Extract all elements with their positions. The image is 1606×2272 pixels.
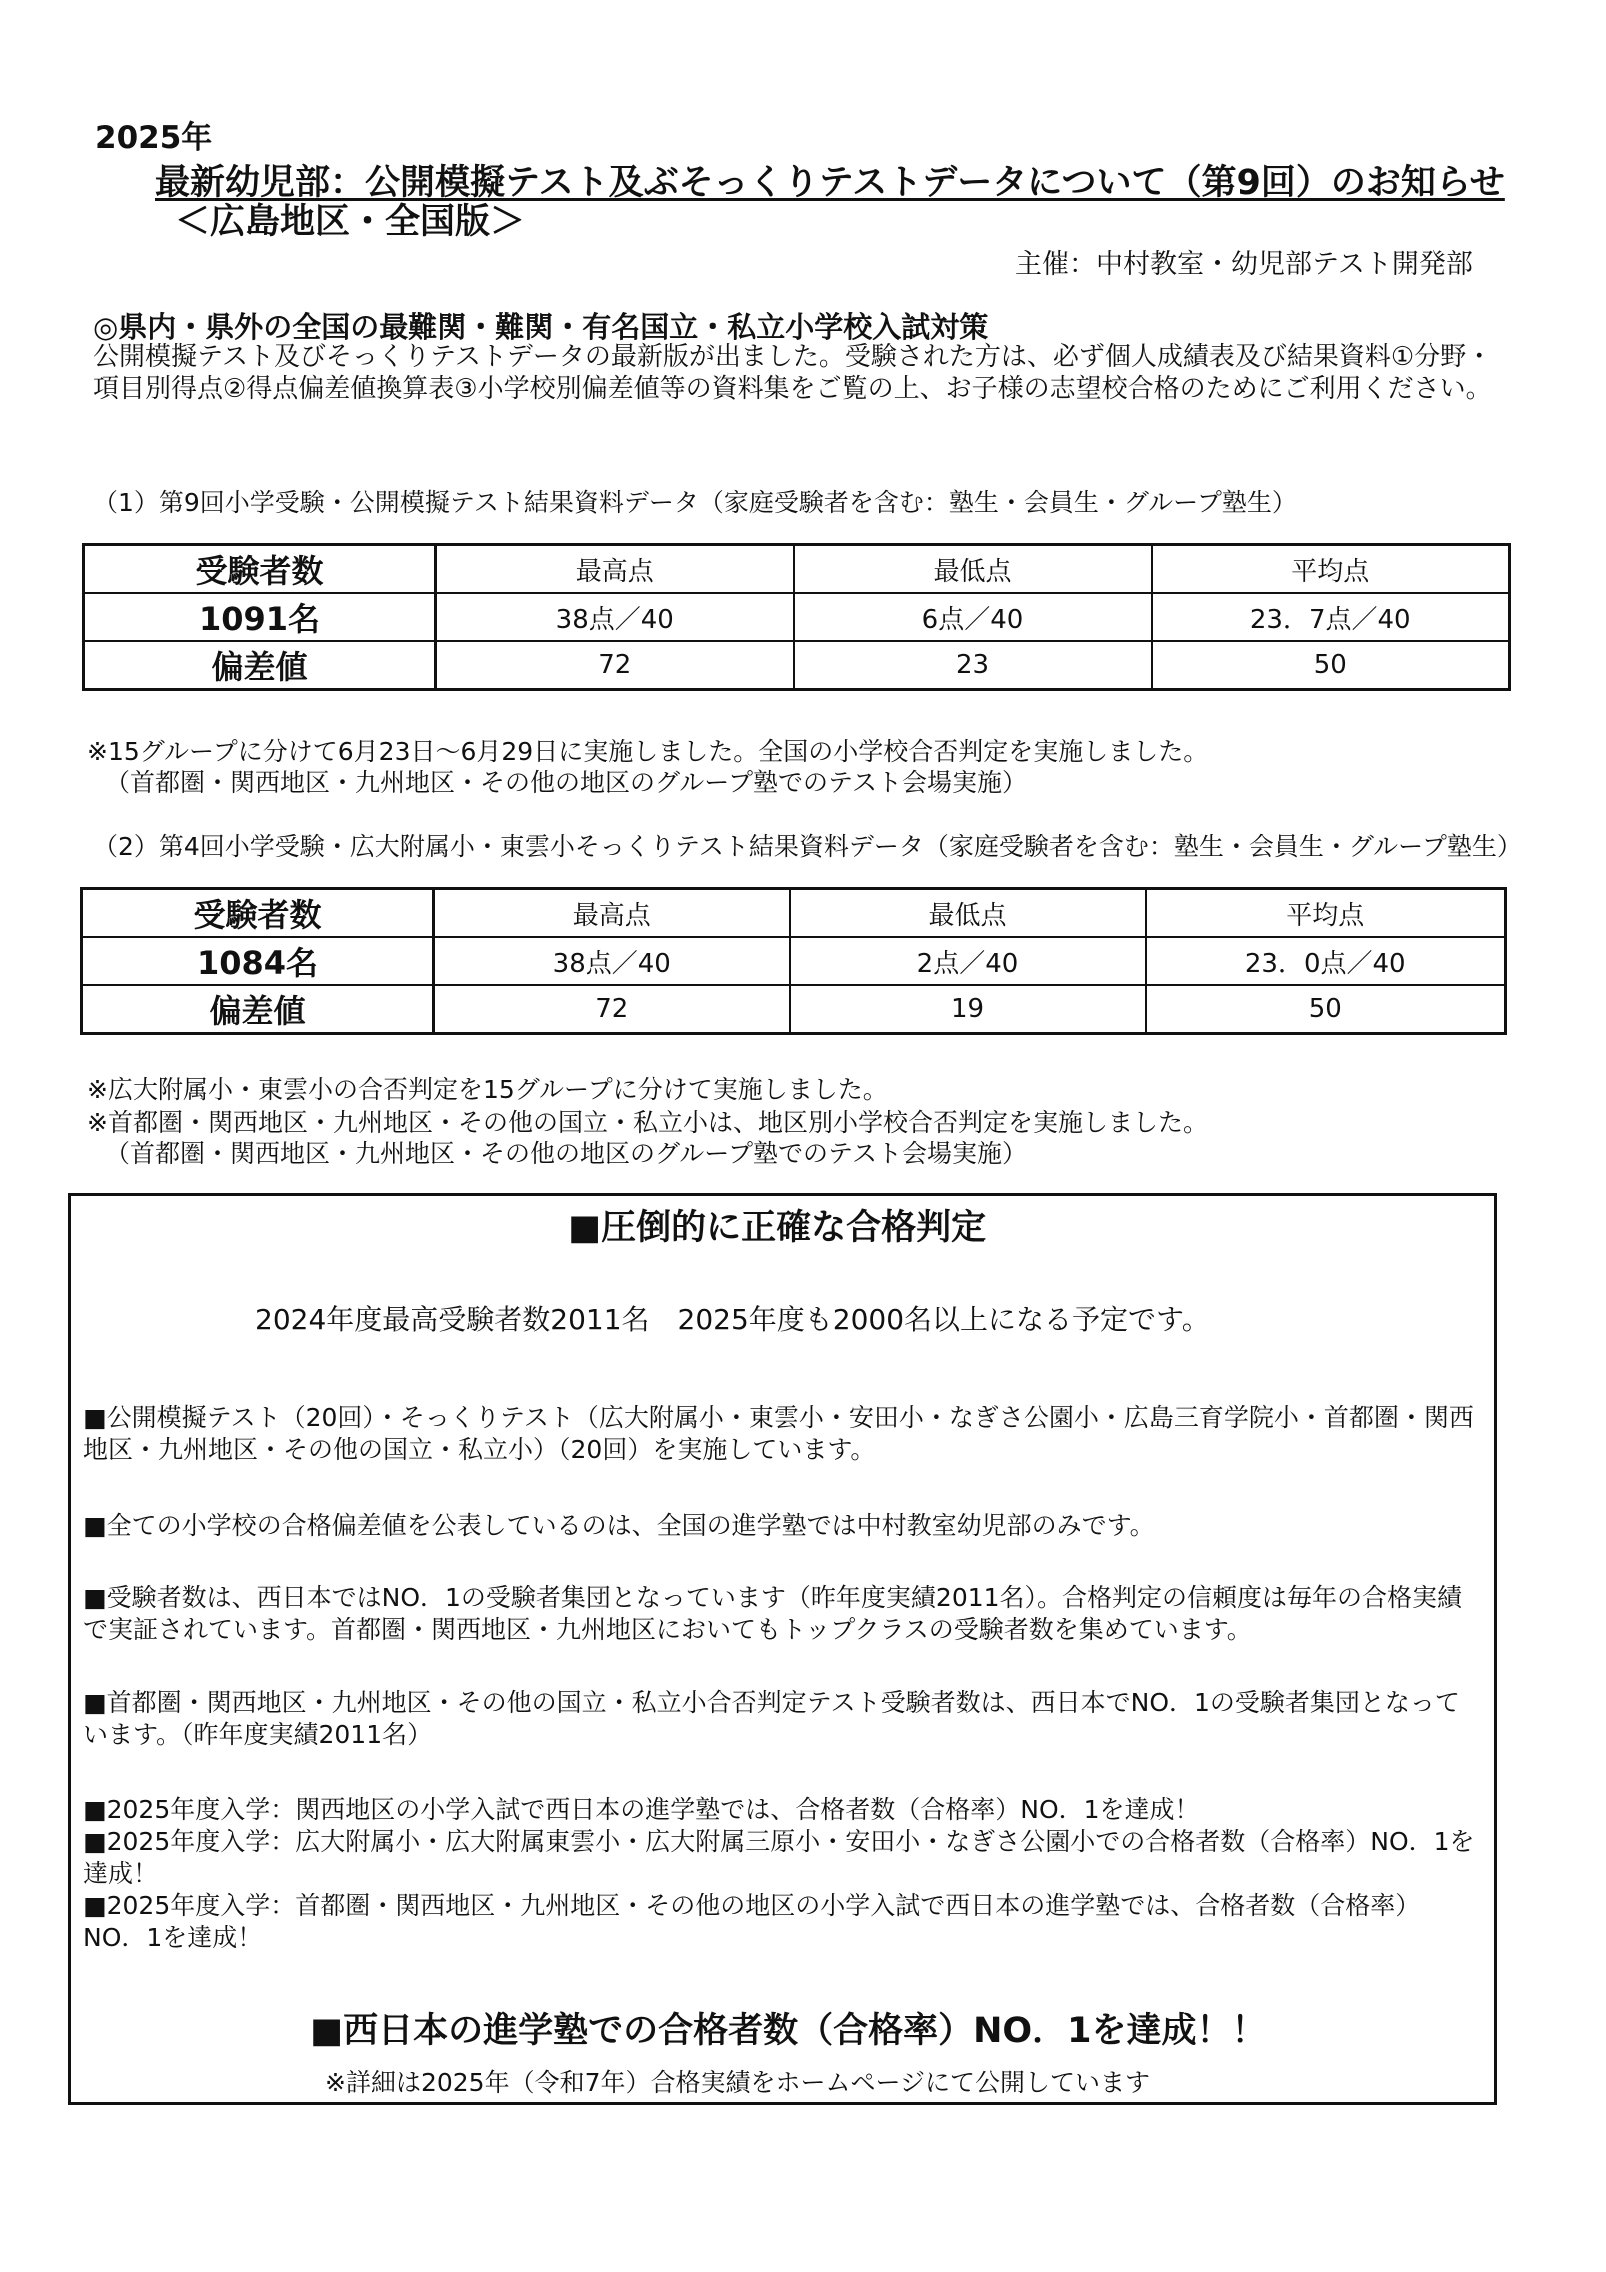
highlight-box-headline: 2024年度最高受験者数2011名 2025年度も2000名以上になる予定です。 bbox=[255, 1303, 1210, 1336]
table-cell: 最高点 bbox=[436, 545, 794, 594]
table-cell: 1091名 bbox=[84, 593, 436, 641]
section1-note: ※15グループに分けて6月23日～6月29日に実施しました。全国の小学校合否判定を実施しました。 bbox=[87, 737, 1209, 766]
table-cell: 23 bbox=[794, 641, 1152, 690]
table-cell: 23．0点／40 bbox=[1146, 937, 1506, 985]
highlight-paragraph: ■受験者数は、西日本ではNO．1の受験者集団となっています（昨年度実績2011名）。合格判定の信頼度は毎年の合格実績で実証されています。首都圏・関西地区・九州地区においてもトップクラスの受験者数を集めています。 bbox=[83, 1583, 1463, 1644]
highlight-paragraph: ■2025年度入学：広大附属小・広大附属東雲小・広大附属三原小・安田小・なぎさ公園小での合格者数（合格率）NO．1を達成！ bbox=[83, 1827, 1475, 1888]
section1-results-table bbox=[82, 543, 1511, 691]
table-cell: 2点／40 bbox=[790, 937, 1146, 985]
organizer-label: 主催：中村教室・幼児部テスト開発部 bbox=[1015, 249, 1473, 280]
table-cell: 平均点 bbox=[1152, 545, 1510, 594]
section2-caption: （2）第4回小学受験・広大附属小・東雲小そっくりテスト結果資料データ（家庭受験者を含む：塾生・会員生・グループ塾生） bbox=[93, 832, 1522, 861]
section1-note: （首都圏・関西地区・九州地区・その他の地区のグループ塾でのテスト会場実施） bbox=[105, 768, 1028, 797]
section1-caption: （1）第9回小学受験・公開模擬テスト結果資料データ（家庭受験者を含む：塾生・会員生・グループ塾生） bbox=[93, 488, 1297, 517]
year-label: 2025年 bbox=[95, 120, 213, 156]
highlight-paragraph: ■全ての小学校の合格偏差値を公表しているのは、全国の進学塾では中村教室幼児部のみです。 bbox=[83, 1511, 1155, 1540]
table-cell: 平均点 bbox=[1146, 889, 1506, 938]
table-cell: 23．7点／40 bbox=[1152, 593, 1510, 641]
table-row bbox=[82, 889, 1506, 938]
table-cell: 最低点 bbox=[790, 889, 1146, 938]
section2-note: ※広大附属小・東雲小の合否判定を15グループに分けて実施しました。 bbox=[87, 1075, 888, 1104]
page-title: 最新幼児部：公開模擬テスト及ぶそっくりテストデータについて（第9回）のお知らせ bbox=[155, 163, 1505, 203]
highlight-box-footer-note: ※詳細は2025年（令和7年）合格実績をホームページにて公開しています bbox=[325, 2068, 1150, 2097]
table-cell: 1084名 bbox=[82, 937, 434, 985]
table-row bbox=[82, 937, 1506, 985]
highlight-paragraph: ■公開模擬テスト（20回）・そっくりテスト（広大附属小・東雲小・安田小・なぎさ公園小・広島三育学院小・首都圏・関西地区・九州地区・その他の国立・私立小）（20回）を実施しています。 bbox=[83, 1403, 1474, 1464]
table-cell: 72 bbox=[436, 641, 794, 690]
intro-body: 公開模擬テスト及びそっくりテストデータの最新版が出ました。受験された方は、必ず個人成績表及び結果資料①分野・項目別得点②得点偏差値換算表③小学校別偏差値等の資料集をご覧の上、お子様の志望校合格のためにご利用ください。 bbox=[93, 342, 1493, 404]
intro-heading: ◎県内・県外の全国の最難関・難関・有名国立・私立小学校入試対策 bbox=[93, 310, 989, 344]
table-cell: 50 bbox=[1146, 985, 1506, 1034]
table-cell: 偏差値 bbox=[84, 641, 436, 690]
table-cell: 38点／40 bbox=[434, 937, 790, 985]
table-row bbox=[84, 593, 1510, 641]
table-cell: 6点／40 bbox=[794, 593, 1152, 641]
highlight-paragraph: ■首都圏・関西地区・九州地区・その他の国立・私立小合否判定テスト受験者数は、西日本でNO．1の受験者集団となっています。（昨年度実績2011名） bbox=[83, 1688, 1460, 1749]
highlight-paragraph: ■2025年度入学：首都圏・関西地区・九州地区・その他の地区の小学入試で西日本の進学塾では、合格者数（合格率）NO．1を達成！ bbox=[83, 1891, 1421, 1952]
section2-note: （首都圏・関西地区・九州地区・その他の地区のグループ塾でのテスト会場実施） bbox=[105, 1139, 1028, 1168]
highlight-paragraph: ■2025年度入学：関西地区の小学入試で西日本の進学塾では、合格者数（合格率）NO．1を達成！ bbox=[83, 1795, 1200, 1824]
table-cell: 最高点 bbox=[434, 889, 790, 938]
table-cell: 19 bbox=[790, 985, 1146, 1034]
section2-note: ※首都圏・関西地区・九州地区・その他の国立・私立小は、地区別小学校合否判定を実施しました。 bbox=[87, 1108, 1208, 1137]
highlight-box-title: ■圧倒的に正確な合格判定 bbox=[568, 1208, 987, 1248]
table-row bbox=[84, 641, 1510, 690]
table-cell: 偏差値 bbox=[82, 985, 434, 1034]
table-cell: 受験者数 bbox=[84, 545, 436, 594]
table-cell: 72 bbox=[434, 985, 790, 1034]
table-cell: 最低点 bbox=[794, 545, 1152, 594]
table-row bbox=[82, 985, 1506, 1034]
table-cell: 38点／40 bbox=[436, 593, 794, 641]
section2-results-table bbox=[80, 887, 1507, 1035]
table-cell: 50 bbox=[1152, 641, 1510, 690]
highlight-box-footer-heading: ■西日本の進学塾での合格者数（合格率）NO．1を達成！！ bbox=[310, 2011, 1267, 2051]
table-cell: 受験者数 bbox=[82, 889, 434, 938]
table-row bbox=[84, 545, 1510, 594]
page-subtitle: ＜広島地区・全国版＞ bbox=[175, 202, 526, 242]
